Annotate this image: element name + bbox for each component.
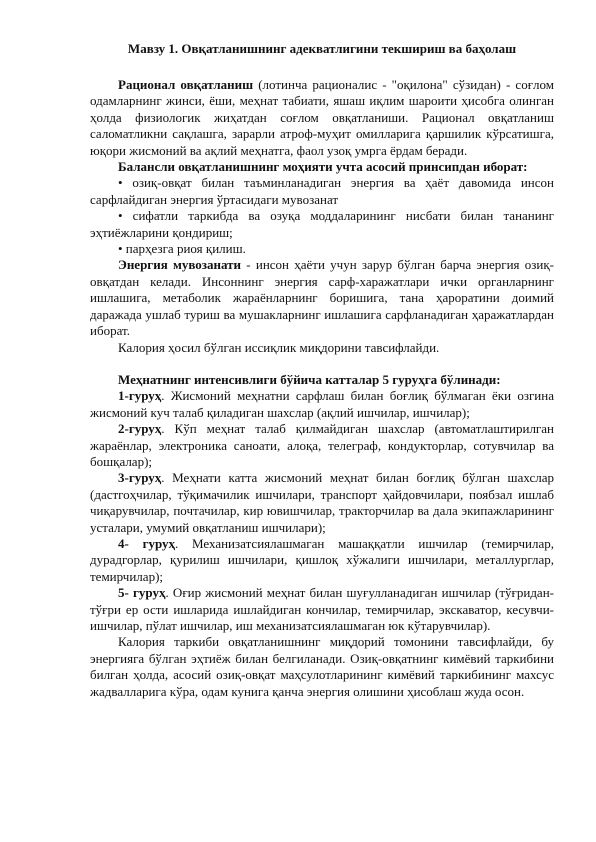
- document-body: [90, 40, 554, 700]
- bullet-item: • парҳезга риоя қилиш.: [118, 241, 246, 257]
- paragraph-principles-heading: Балансли овқатланишнинг моҳияти учта асосий принсипдан иборат:: [118, 159, 528, 175]
- paragraph-calorie: Калория ҳосил бўлган иссиқлик миқдорини тавсифлайди.: [118, 339, 440, 355]
- paragraph-closing: Калория таркиби овқатланишнинг миқдорий томонини тавсифлайди, бу энергияга бўлган эҳтиёж билан белгиланади. Озиқ-овқатнинг кимёвий таркибини билган ҳолда, асосий озиқ-овқат маҳсулотларининг кимёвий таркибининг махсус жадвалларига кўра, одам кунига қанча энергия олишини ҳисоблаш жуда осон.: [90, 634, 554, 699]
- paragraph-energy-balance: Энергия мувозанати - инсон ҳаёти учун зарур бўлган барча энергия озиқ-овқатдан келади. Инсоннинг энергия сарф-харажатлари ички органларнинг ишлашига, метаболик жараёнларнинг боришига, тана ҳароратини доимий даражада ушлаб туриш ва мушакларнинг ишлашига сарфланадиган ҳаражатлардан иборат.: [90, 257, 554, 339]
- page-title: Мавзу 1. Овқатланишнинг адекватлигини текшириш ва баҳолаш: [127, 41, 517, 56]
- group-item-4: 4- гуруҳ. Механизатсиялашмаган машаққатли ишчилар (темирчилар, дурадгорлар, қурилиш ишчилари, қишлоқ хўжалиги ишчилари, металлурглар, темирчилар);: [90, 535, 554, 584]
- group-item-3: 3-гуруҳ. Меҳнати катта жисмоний меҳнат билан боғлиқ бўлган шахслар (дастгоҳчилар, тўқимачилик ишчилари, транспорт ҳайдовчилари, поябзал ишлаб чиқарувчилар, почтачилар, кир ювишчилар, тракторчилар ва дала экипажларининг усталари, умумий овқатланиш ишчилари);: [90, 470, 554, 535]
- group-item-5: 5- гуруҳ. Оғир жисмоний меҳнат билан шуғулланадиган ишчилар (тўғридан-тўғри ер ости ишларида ишлайдиган кончилар, темирчилар, экскаватор, кесувчи-ишчилар, пўлат ишчилар, иш механизатсиялашмаган юк кўтарувчилар).: [90, 585, 554, 633]
- term-rational: Рационал овқатланиш: [118, 77, 254, 92]
- group-item-2: 2-гуруҳ. Кўп меҳнат талаб қилмайдиган шахслар (автоматлаштирилган жараёнлар, электроника саноати, алоқа, телеграф, кондукторлар, сотувчилар ва бошқалар);: [90, 421, 554, 469]
- paragraph-rational: Рационал овқатланиш (лотинча рационалис - "оқилона" сўзидан) - соғлом одамларнинг жинси, ёши, меҳнат табиати, яшаш иқлим шароити ҳисобга олинган ҳолда физиологик жиҳатдан соғлом овқатланиши. Рационал овқатланиш саломатликни сақлашга, зарарли атроф-муҳит омилларига қаршилик кўрсатишга, юқори жисмоний ва ақлий меҳнатга, фаол узоқ умрга ёрдам беради.: [90, 77, 554, 158]
- group-item-1: 1-гуруҳ. Жисмоний меҳнатни сарфлаш билан боғлиқ бўлмаган ёки озгина жисмоний куч талаб қиладиган шахслар (ақлий ишчилар, ишчилар);: [90, 388, 554, 420]
- bullet-item: • озиқ-овқат билан таъминланадиган энергия ва ҳаёт давомида инсон сарфлайдиган энергия ўртасидаги мувозанат: [90, 175, 554, 207]
- bullet-item: • сифатли таркибда ва озуқа моддаларининг нисбати билан тананинг эҳтиёжларини қондириш;: [90, 208, 554, 240]
- paragraph-groups-heading: Меҳнатнинг интенсивлиги бўйича катталар 5 гуруҳга бўлинади:: [118, 371, 501, 387]
